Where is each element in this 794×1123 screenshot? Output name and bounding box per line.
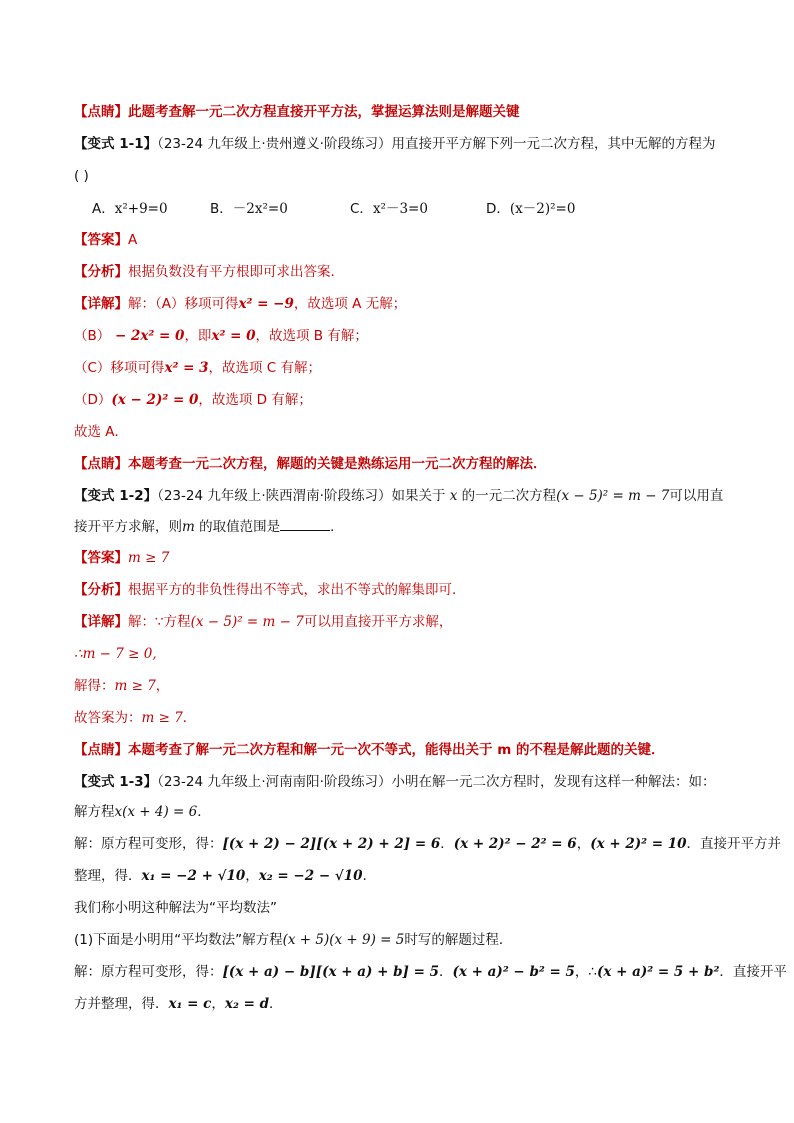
variant-1-3-line-6: (1)下面是小明用“平均数法”解方程(x + 5)(x + 9) = 5时写的解题过程． (74, 932, 513, 948)
analysis-line: 【分析】根据平方的非负性得出不等式，求出不等式的解集即可． (74, 582, 466, 598)
variant-stem: 用直接开平方解下列一元二次方程，其中无解的方程为 (391, 136, 716, 152)
variant-1-3-line-7: 解：原方程可变形，得：[(x + a) − b][(x + a) + b] = 5．(x + a)² − b² = 5，∴(x + a)² = 5 + b²．直接开平 (74, 964, 787, 980)
option-d: D．(x－2)²=0 (486, 201, 576, 217)
variant-1-1-paren: ( ) (74, 168, 89, 184)
analysis-line: 【分析】根据负数没有平方根即可求出答案． (74, 264, 344, 280)
detail-line-2: ∴m − 7 ≥ 0, (74, 646, 157, 662)
detail-line-1: 【详解】解：（A）移项可得x² = −9，故选项 A 无解； (74, 296, 407, 312)
variant-1-3-stem: 【变式 1-3】（23-24 九年级上·河南南阳·阶段练习）小明在解一元二次方程时，发现有这样一种解法：如： (74, 774, 716, 790)
option-b: B．－2x²=0 (210, 201, 288, 217)
dianjing-tag: 【点睛】 (74, 104, 128, 120)
dianjing-line: 【点睛】本题考查一元二次方程，解题的关键是熟练运用一元二次方程的解法． (74, 456, 547, 472)
detail-line-4: （D）(x − 2)² = 0，故选项 D 有解； (74, 392, 312, 408)
dianjing-line (74, 102, 724, 122)
detail-line-3: （C）移项可得x² = 3，故选项 C 有解； (74, 360, 322, 376)
variant-source: （23-24 九年级上·贵州遵义·阶段练习） (157, 136, 392, 152)
variant-1-3-line-8: 方并整理，得．x₁ = c，x₂ = d． (74, 996, 283, 1012)
variant-1-2-stem: 【变式 1-2】（23-24 九年级上·陕西渭南·阶段练习）如果关于 x 的一元二次方程(x − 5)² = m − 7可以用直 (74, 488, 724, 504)
option-a: A．x²+9=0 (92, 201, 168, 217)
variant-1-3-line-3: 解：原方程可变形，得：[(x + 2) − 2][(x + 2) + 2] = 6．(x + 2)² − 2² = 6，(x + 2)² = 10．直接开平方并 (74, 836, 782, 852)
detail-line-3: 解得：m ≥ 7， (74, 678, 170, 694)
variant-1-3-line-2: 解方程x(x + 4) = 6． (74, 804, 211, 820)
dianjing-text: 此题考查解一元二次方程直接开平方法，掌握运算法则是解题关键 (128, 104, 520, 120)
variant-1-1-stem (74, 134, 724, 154)
variant-1-2-stem-2: 接开平方求解，则m 的取值范围是 ． (74, 516, 724, 537)
variant-1-3-line-5: 我们称小明这种解法为“平均数法” (74, 900, 277, 916)
answer-line: 【答案】A (74, 232, 138, 248)
variant-1-3-line-4: 整理，得．x₁ = −2 + √10，x₂ = −2 − √10. (74, 868, 367, 884)
detail-line-5: 故选 A． (74, 424, 129, 440)
detail-line-4: 故答案为：m ≥ 7． (74, 710, 197, 726)
dianjing-line: 【点睛】本题考查了解一元二次方程和解一元一次不等式，能得出关于 m 的不程是解此题的关键． (74, 742, 665, 758)
answer-blank[interactable] (280, 516, 330, 531)
variant-tag: 【变式 1-1】 (74, 136, 158, 152)
detail-line-2: （B） − 2x² = 0，即x² = 0，故选项 B 有解； (74, 328, 368, 344)
detail-line-1: 【详解】解：∵方程(x − 5)² = m − 7可以用直接开平方求解， (74, 614, 453, 630)
answer-line: 【答案】m ≥ 7 (74, 550, 170, 566)
option-c: C．x²－3=0 (350, 201, 428, 217)
